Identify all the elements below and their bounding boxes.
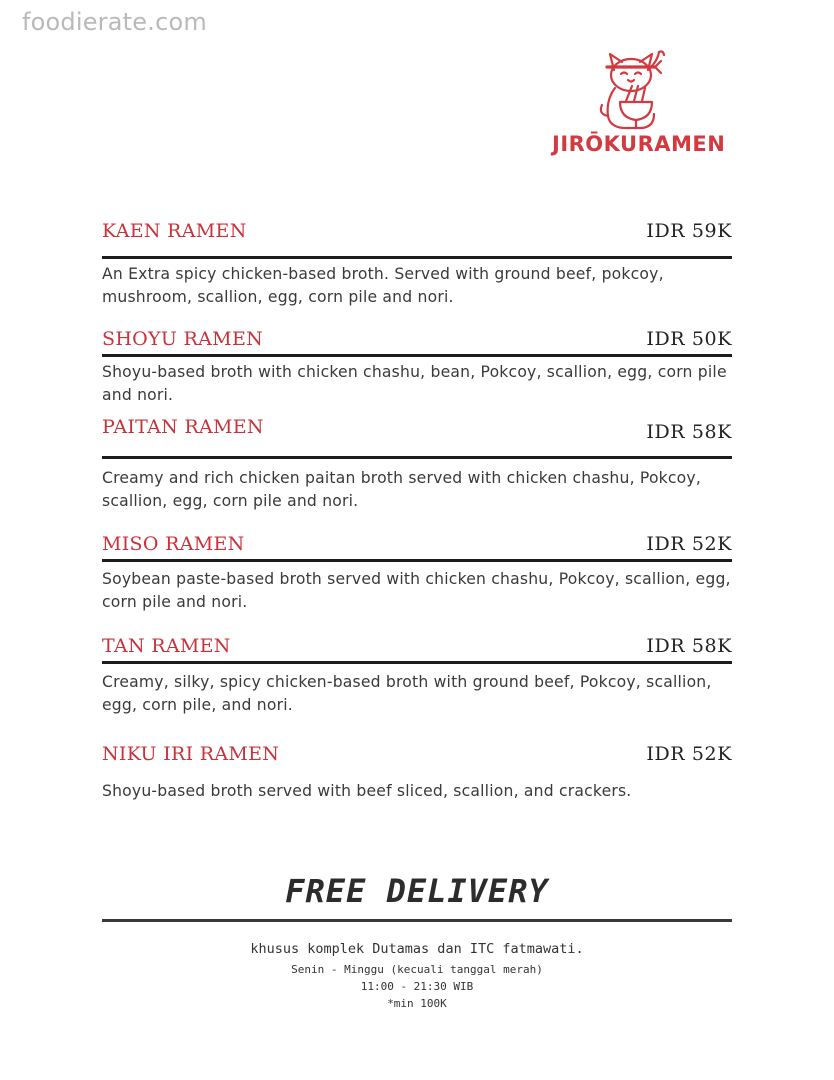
- menu-item-price: IDR 58K: [646, 635, 732, 657]
- menu-item-name: NIKU IRI RAMEN: [102, 743, 280, 765]
- menu-item-divider: [102, 559, 732, 562]
- delivery-days: Senin - Minggu (kecuali tanggal merah): [291, 963, 543, 976]
- menu-item-description: Soybean paste-based broth served with chicken chashu, Pokcoy, scallion, egg, corn pile and nori.: [102, 570, 731, 611]
- menu-item-name: MISO RAMEN: [102, 533, 245, 555]
- menu-item-price: IDR 50K: [646, 328, 732, 350]
- menu-item-name: SHOYU RAMEN: [102, 328, 264, 350]
- menu-item-price: IDR 58K: [646, 421, 732, 443]
- delivery-hours: 11:00 - 21:30 WIB: [360, 980, 474, 993]
- menu-item-description: Shoyu-based broth served with beef sliced, scallion, and crackers.: [102, 782, 632, 800]
- delivery-divider: [102, 919, 732, 922]
- watermark: foodierate.com: [22, 8, 207, 36]
- delivery-minimum: *min 100K: [387, 997, 447, 1010]
- menu-item-description: An Extra spicy chicken-based broth. Served with ground beef, pokcoy, mushroom, scallion, egg, corn pile and nori.: [102, 265, 664, 306]
- brand-logo: [548, 50, 726, 165]
- menu-item-description: Creamy and rich chicken paitan broth served with chicken chashu, Pokcoy, scallion, egg, corn pile and nori.: [102, 469, 702, 510]
- menu-item-divider: [102, 354, 732, 357]
- maneki-neko-ramen-cat-icon: [548, 50, 718, 132]
- menu-item-price: IDR 52K: [646, 533, 732, 555]
- delivery-area: khusus komplek Dutamas dan ITC fatmawati.: [250, 941, 584, 957]
- menu-item-description: Creamy, silky, spicy chicken-based broth with ground beef, Pokcoy, scallion, egg, corn pile, and nori.: [102, 673, 712, 714]
- menu-item-description: Shoyu-based broth with chicken chashu, bean, Pokcoy, scallion, egg, corn pile and nori.: [102, 363, 727, 404]
- menu-item-name: KAEN RAMEN: [102, 220, 247, 242]
- free-delivery-title: FREE DELIVERY: [285, 872, 549, 910]
- menu-item-name: PAITAN RAMEN: [102, 416, 264, 438]
- menu-item-divider: [102, 456, 732, 459]
- menu-item-price: IDR 52K: [646, 743, 732, 765]
- menu-item-divider: [102, 256, 732, 259]
- menu-item-name: TAN RAMEN: [102, 635, 231, 657]
- menu-item-divider: [102, 661, 732, 664]
- menu-item-price: IDR 59K: [646, 220, 732, 242]
- brand-name: JIRŌKURAMEN: [552, 132, 726, 156]
